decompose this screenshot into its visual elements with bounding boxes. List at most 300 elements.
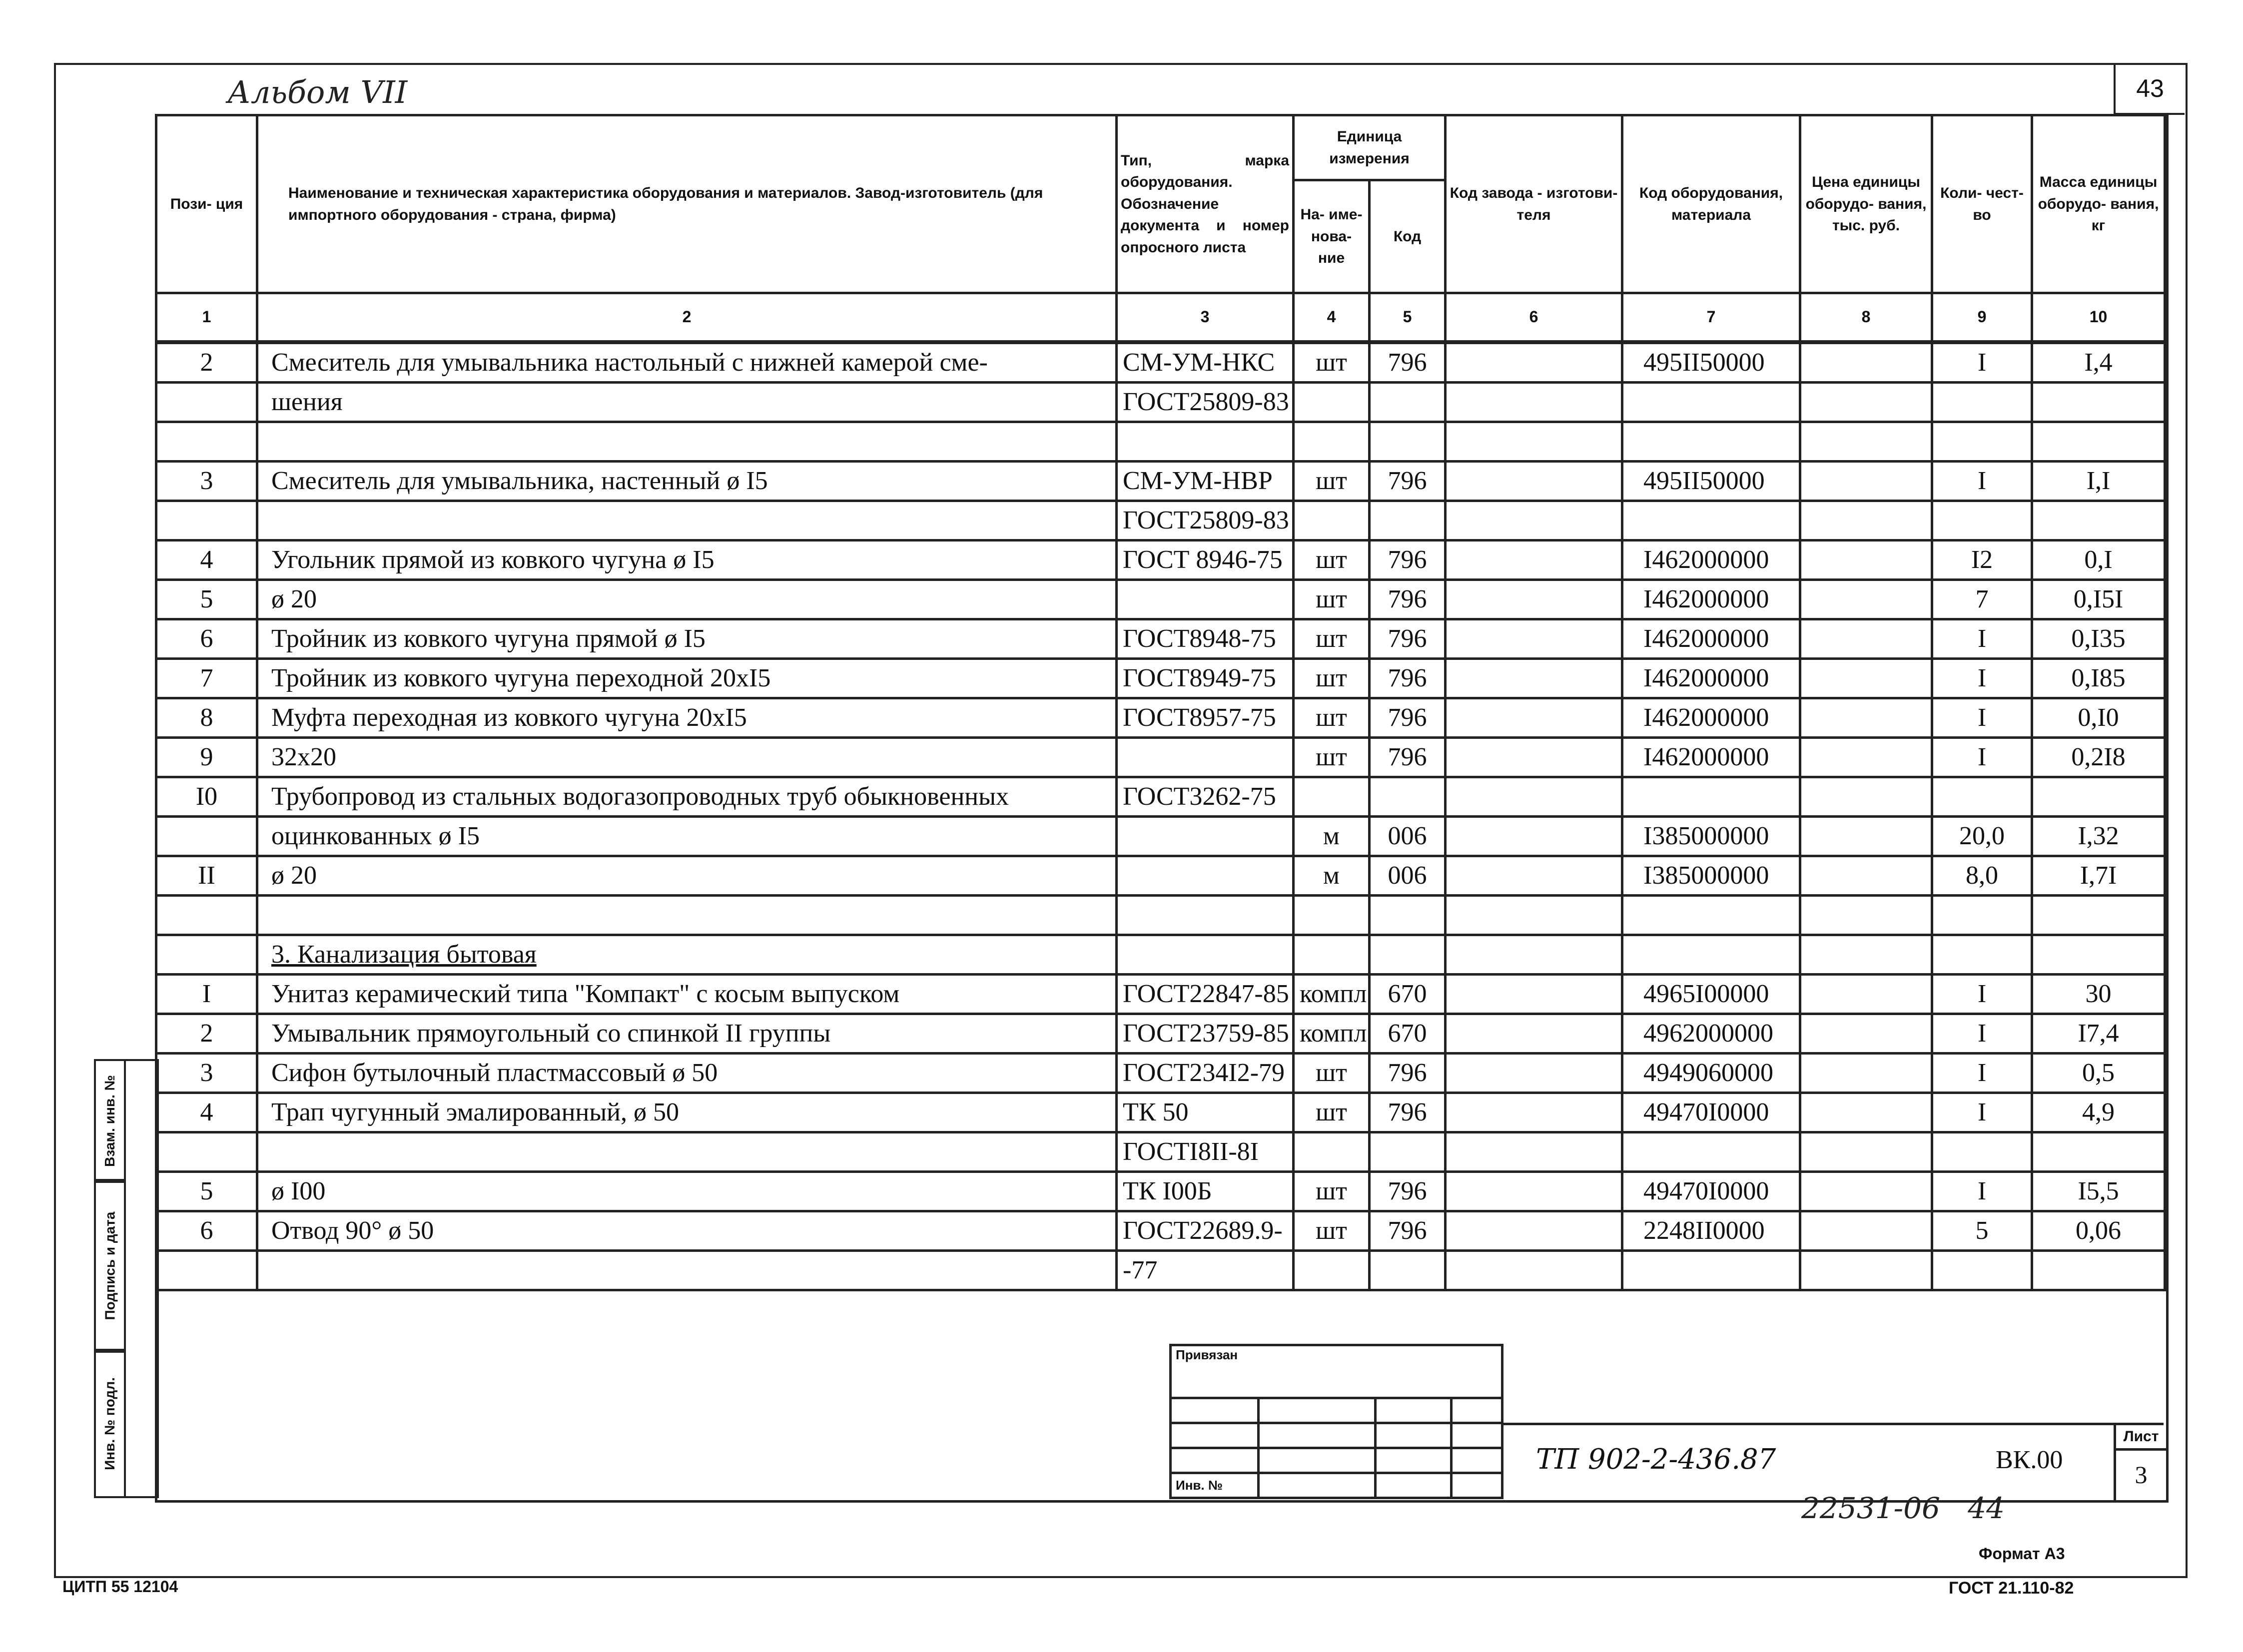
row-type: ГОСТ25809-83 (1117, 501, 1294, 541)
row-factory (1446, 935, 1622, 975)
row-unit: шт (1294, 619, 1370, 659)
row-pos: II (156, 856, 257, 896)
col-header-unit-group: Единица измерения (1294, 115, 1446, 180)
row-price (1800, 1172, 1932, 1211)
page-number: 43 (2136, 74, 2164, 102)
row-qty: I (1932, 1172, 2032, 1211)
row-price (1800, 935, 1932, 975)
col-header-code: Код оборудования, материала (1622, 115, 1800, 293)
row-price (1800, 1054, 1932, 1093)
row-type: -77 (1117, 1251, 1294, 1290)
row-mass: 0,I5I (2032, 580, 2165, 619)
table-row (156, 1251, 2165, 1290)
row-mass: I,4 (2032, 342, 2165, 383)
row-name: оцинкованных ø I5 (257, 817, 1117, 856)
row-type: ТК I00Б (1117, 1172, 1294, 1211)
row-unit: шт (1294, 659, 1370, 698)
row-qty (1932, 777, 2032, 817)
row-unit-code: 796 (1370, 541, 1446, 580)
row-code: 495II50000 (1622, 342, 1800, 383)
side-cell-replace-inv (94, 1059, 126, 1183)
row-type: СМ-УМ-НВР (1117, 462, 1294, 501)
row-price (1800, 698, 1932, 738)
row-pos: 4 (156, 1093, 257, 1132)
row-code: 49470I0000 (1622, 1093, 1800, 1132)
row-factory (1446, 856, 1622, 896)
column-numbers-row (156, 293, 2165, 343)
row-name: ø I00 (257, 1172, 1117, 1211)
row-unit: шт (1294, 580, 1370, 619)
row-pos: 7 (156, 659, 257, 698)
row-pos (156, 501, 257, 541)
handwritten-number: 22531-06 44 (1801, 1491, 2005, 1525)
row-unit: шт (1294, 1211, 1370, 1251)
row-pos (156, 935, 257, 975)
row-type: СМ-УМ-НКС (1117, 342, 1294, 383)
table-row (156, 541, 2165, 580)
row-factory (1446, 383, 1622, 422)
row-name: Смеситель для умывальника, настенный ø I5 (257, 462, 1117, 501)
row-unit-code: 796 (1370, 698, 1446, 738)
table-row (156, 1054, 2165, 1093)
row-name (257, 896, 1117, 935)
row-name: Тройник из ковкого чугуна прямой ø I5 (257, 619, 1117, 659)
row-unit: шт (1294, 1093, 1370, 1132)
row-pos: 6 (156, 619, 257, 659)
row-name: Отвод 90° ø 50 (257, 1211, 1117, 1251)
row-pos (156, 1132, 257, 1172)
row-factory (1446, 1172, 1622, 1211)
standard-label: ГОСТ 21.110-82 (1949, 1579, 2074, 1598)
row-unit: м (1294, 817, 1370, 856)
row-type: ГОСТ234I2-79 (1117, 1054, 1294, 1093)
binding-stamp (1169, 1344, 1503, 1499)
row-pos (156, 896, 257, 935)
col-header-factory: Код завода - изготови- теля (1446, 115, 1622, 293)
row-pos: 2 (156, 342, 257, 383)
row-pos (156, 422, 257, 462)
row-code (1622, 1132, 1800, 1172)
row-unit (1294, 896, 1370, 935)
row-unit (1294, 422, 1370, 462)
row-unit-code: 796 (1370, 1211, 1446, 1251)
row-code: I462000000 (1622, 738, 1800, 777)
row-code (1622, 896, 1800, 935)
table-row (156, 619, 2165, 659)
table-row (156, 1172, 2165, 1211)
row-mass (2032, 935, 2165, 975)
row-price (1800, 1132, 1932, 1172)
row-qty: 20,0 (1932, 817, 2032, 856)
sheet-number: 3 (2135, 1461, 2148, 1489)
row-code: I462000000 (1622, 698, 1800, 738)
row-unit-code (1370, 383, 1446, 422)
table-body (156, 342, 2165, 1290)
row-qty (1932, 1251, 2032, 1290)
row-type (1117, 935, 1294, 975)
side-cell-inv-original (94, 1349, 126, 1498)
row-pos: 4 (156, 541, 257, 580)
row-mass: 0,2I8 (2032, 738, 2165, 777)
column-number: 9 (1932, 293, 2032, 343)
row-factory (1446, 698, 1622, 738)
column-number: 8 (1800, 293, 1932, 343)
table-row (156, 462, 2165, 501)
row-pos: I (156, 975, 257, 1014)
stamp-privyazan: Привязан (1171, 1345, 1502, 1398)
row-unit (1294, 1251, 1370, 1290)
row-name: Сифон бутылочный пластмассовый ø 50 (257, 1054, 1117, 1093)
row-mass: 0,I (2032, 541, 2165, 580)
row-qty (1932, 935, 2032, 975)
table-row (156, 383, 2165, 422)
row-unit-code: 796 (1370, 1172, 1446, 1211)
row-factory (1446, 777, 1622, 817)
row-price (1800, 422, 1932, 462)
row-unit-code: 796 (1370, 462, 1446, 501)
sheet-box (2114, 1425, 2166, 1500)
row-unit-code (1370, 422, 1446, 462)
row-unit-code (1370, 777, 1446, 817)
row-name (257, 1132, 1117, 1172)
row-price (1800, 777, 1932, 817)
row-code (1622, 935, 1800, 975)
row-pos: 3 (156, 1054, 257, 1093)
row-factory (1446, 817, 1622, 856)
row-name: Умывальник прямоугольный со спинкой II группы (257, 1014, 1117, 1054)
row-qty (1932, 501, 2032, 541)
row-factory (1446, 896, 1622, 935)
page-number-box (2114, 64, 2185, 115)
row-qty: 5 (1932, 1211, 2032, 1251)
row-price (1800, 659, 1932, 698)
col-header-type: Тип, марка оборудования. Обозначение документа и номер опросного листа (1117, 115, 1294, 293)
row-unit-code: 796 (1370, 1054, 1446, 1093)
column-number: 6 (1446, 293, 1622, 343)
row-type: ГОСТI8II-8I (1117, 1132, 1294, 1172)
row-code (1622, 422, 1800, 462)
row-qty (1932, 422, 2032, 462)
row-code: 4965I00000 (1622, 975, 1800, 1014)
row-mass: 4,9 (2032, 1093, 2165, 1132)
row-unit: компл (1294, 1014, 1370, 1054)
row-factory (1446, 1251, 1622, 1290)
row-code: I385000000 (1622, 856, 1800, 896)
row-mass: I7,4 (2032, 1014, 2165, 1054)
row-unit-code: 006 (1370, 817, 1446, 856)
row-code (1622, 777, 1800, 817)
row-name: Унитаз керамический типа "Компакт" с косым выпуском (257, 975, 1117, 1014)
row-mass (2032, 501, 2165, 541)
row-unit-code (1370, 1251, 1446, 1290)
row-type: ГОСТ8957-75 (1117, 698, 1294, 738)
row-qty: I2 (1932, 541, 2032, 580)
column-number: 3 (1117, 293, 1294, 343)
row-price (1800, 541, 1932, 580)
side-cell-signature (94, 1179, 126, 1353)
row-unit-code (1370, 1132, 1446, 1172)
row-price (1800, 896, 1932, 935)
row-factory (1446, 1211, 1622, 1251)
row-name: Трап чугунный эмалированный, ø 50 (257, 1093, 1117, 1132)
row-unit (1294, 935, 1370, 975)
row-type: ГОСТ3262-75 (1117, 777, 1294, 817)
format-label: Формат А3 (1979, 1545, 2065, 1563)
doc-mark: ВК.00 (1996, 1446, 2063, 1474)
row-code (1622, 501, 1800, 541)
row-price (1800, 580, 1932, 619)
row-qty: I (1932, 1093, 2032, 1132)
row-unit: м (1294, 856, 1370, 896)
row-price (1800, 1211, 1932, 1251)
row-unit (1294, 383, 1370, 422)
row-name: 32х20 (257, 738, 1117, 777)
row-mass: 0,I0 (2032, 698, 2165, 738)
row-type (1117, 856, 1294, 896)
row-unit: шт (1294, 1172, 1370, 1211)
stamp-inv-no: Инв. № (1171, 1473, 1259, 1498)
table-row (156, 738, 2165, 777)
column-number: 5 (1370, 293, 1446, 343)
row-code: 49470I0000 (1622, 1172, 1800, 1211)
table-row (156, 777, 2165, 817)
row-name: Угольник прямой из ковкого чугуна ø I5 (257, 541, 1117, 580)
col-header-price: Цена единицы оборудо- вания, тыс. руб. (1800, 115, 1932, 293)
row-name: Муфта переходная из ковкого чугуна 20хI5 (257, 698, 1117, 738)
row-name (257, 501, 1117, 541)
row-unit-code: 796 (1370, 342, 1446, 383)
row-qty: 7 (1932, 580, 2032, 619)
col-header-qty: Коли- чест- во (1932, 115, 2032, 293)
row-name: Трубопровод из стальных водогазопроводных труб обыкновенных (257, 777, 1117, 817)
column-number: 7 (1622, 293, 1800, 343)
row-unit-code: 796 (1370, 619, 1446, 659)
row-price (1800, 342, 1932, 383)
album-label: Альбом VII (227, 74, 408, 110)
table-row (156, 1211, 2165, 1251)
row-type (1117, 896, 1294, 935)
table-row (156, 501, 2165, 541)
row-unit: шт (1294, 1054, 1370, 1093)
col-header-mass: Масса единицы оборудо- вания, кг (2032, 115, 2165, 293)
row-unit (1294, 501, 1370, 541)
row-mass: 0,5 (2032, 1054, 2165, 1093)
row-name (257, 422, 1117, 462)
row-mass: 30 (2032, 975, 2165, 1014)
row-name: ø 20 (257, 856, 1117, 896)
row-qty (1932, 1132, 2032, 1172)
row-unit-code: 796 (1370, 738, 1446, 777)
row-code (1622, 1251, 1800, 1290)
row-mass: 0,I35 (2032, 619, 2165, 659)
row-type (1117, 422, 1294, 462)
row-pos: I0 (156, 777, 257, 817)
row-pos: 2 (156, 1014, 257, 1054)
row-type: ГОСТ8948-75 (1117, 619, 1294, 659)
row-code: 4962000000 (1622, 1014, 1800, 1054)
table-row (156, 935, 2165, 975)
row-type (1117, 580, 1294, 619)
row-price (1800, 738, 1932, 777)
row-qty: I (1932, 975, 2032, 1014)
row-type: ГОСТ22847-85 (1117, 975, 1294, 1014)
row-unit: компл (1294, 975, 1370, 1014)
row-factory (1446, 738, 1622, 777)
row-pos: 3 (156, 462, 257, 501)
row-name: ø 20 (257, 580, 1117, 619)
col-header-pos: Пози- ция (156, 115, 257, 293)
table-row (156, 698, 2165, 738)
row-qty: I (1932, 462, 2032, 501)
table-row (156, 342, 2165, 383)
row-qty: I (1932, 738, 2032, 777)
row-factory (1446, 619, 1622, 659)
row-mass: 0,I85 (2032, 659, 2165, 698)
row-pos: 5 (156, 580, 257, 619)
row-price (1800, 1251, 1932, 1290)
row-code: I462000000 (1622, 541, 1800, 580)
column-number: 4 (1294, 293, 1370, 343)
row-pos (156, 383, 257, 422)
row-factory (1446, 1014, 1622, 1054)
row-factory (1446, 975, 1622, 1014)
row-price (1800, 856, 1932, 896)
row-price (1800, 619, 1932, 659)
table-row (156, 975, 2165, 1014)
side-column-rule (124, 1059, 159, 1498)
row-code: I462000000 (1622, 619, 1800, 659)
table-row (156, 856, 2165, 896)
row-unit: шт (1294, 738, 1370, 777)
row-unit: шт (1294, 541, 1370, 580)
row-type (1117, 738, 1294, 777)
row-name (257, 1251, 1117, 1290)
row-price (1800, 1014, 1932, 1054)
row-unit-code: 796 (1370, 580, 1446, 619)
row-pos (156, 817, 257, 856)
row-price (1800, 1093, 1932, 1132)
col-header-unit-name: На- име- нова- ние (1294, 180, 1370, 293)
row-type: ТК 50 (1117, 1093, 1294, 1132)
row-type: ГОСТ 8946-75 (1117, 541, 1294, 580)
row-unit: шт (1294, 342, 1370, 383)
row-unit-code (1370, 896, 1446, 935)
row-mass (2032, 777, 2165, 817)
row-price (1800, 462, 1932, 501)
row-qty: I (1932, 342, 2032, 383)
row-mass (2032, 1251, 2165, 1290)
table-row (156, 1014, 2165, 1054)
row-code: I385000000 (1622, 817, 1800, 856)
row-type: ГОСТ8949-75 (1117, 659, 1294, 698)
row-code: 495II50000 (1622, 462, 1800, 501)
table-row (156, 817, 2165, 856)
row-factory (1446, 422, 1622, 462)
row-qty: I (1932, 1014, 2032, 1054)
side-label-signature: Подпись и дата (102, 1211, 118, 1320)
row-unit-code: 796 (1370, 659, 1446, 698)
column-number: 1 (156, 293, 257, 343)
row-name: шения (257, 383, 1117, 422)
table-row (156, 422, 2165, 462)
side-label-inv-original: Инв. № подл. (102, 1377, 118, 1470)
row-code: I462000000 (1622, 659, 1800, 698)
row-factory (1446, 659, 1622, 698)
column-number: 2 (257, 293, 1117, 343)
row-name: Смеситель для умывальника настольный с нижней камерой сме- (257, 342, 1117, 383)
row-code (1622, 383, 1800, 422)
row-type (1117, 817, 1294, 856)
row-mass: I5,5 (2032, 1172, 2165, 1211)
row-price (1800, 501, 1932, 541)
row-qty (1932, 383, 2032, 422)
row-mass (2032, 1132, 2165, 1172)
row-unit-code (1370, 935, 1446, 975)
row-pos: 9 (156, 738, 257, 777)
row-name: 3. Канализация бытовая (257, 935, 1117, 975)
row-factory (1446, 1093, 1622, 1132)
equipment-table (155, 114, 2166, 1291)
row-unit (1294, 777, 1370, 817)
table-row (156, 659, 2165, 698)
row-unit: шт (1294, 462, 1370, 501)
table-row (156, 1132, 2165, 1172)
row-factory (1446, 342, 1622, 383)
row-unit-code: 670 (1370, 975, 1446, 1014)
row-mass (2032, 896, 2165, 935)
column-number: 10 (2032, 293, 2165, 343)
row-factory (1446, 501, 1622, 541)
row-qty: I (1932, 619, 2032, 659)
row-code: 2248II0000 (1622, 1211, 1800, 1251)
row-unit-code: 006 (1370, 856, 1446, 896)
printer-label: ЦИТП 55 12104 (62, 1578, 178, 1596)
row-qty: 8,0 (1932, 856, 2032, 896)
table-row (156, 580, 2165, 619)
row-type: ГОСТ25809-83 (1117, 383, 1294, 422)
side-stamp (94, 1059, 158, 1496)
row-type: ГОСТ23759-85 (1117, 1014, 1294, 1054)
sheet-label: Лист (2116, 1425, 2166, 1451)
row-price (1800, 975, 1932, 1014)
row-mass: 0,06 (2032, 1211, 2165, 1251)
row-factory (1446, 462, 1622, 501)
side-label-replace-inv: Взам. инв. № (102, 1075, 118, 1167)
col-header-unit-code: Код (1370, 180, 1446, 293)
row-price (1800, 817, 1932, 856)
row-mass (2032, 383, 2165, 422)
row-name: Тройник из ковкого чугуна переходной 20хI5 (257, 659, 1117, 698)
row-mass (2032, 422, 2165, 462)
row-factory (1446, 580, 1622, 619)
row-mass: I,I (2032, 462, 2165, 501)
row-pos (156, 1251, 257, 1290)
row-type: ГОСТ22689.9- (1117, 1211, 1294, 1251)
row-mass: I,32 (2032, 817, 2165, 856)
row-unit (1294, 1132, 1370, 1172)
table-row (156, 1093, 2165, 1132)
row-unit: шт (1294, 698, 1370, 738)
row-factory (1446, 1132, 1622, 1172)
row-pos: 8 (156, 698, 257, 738)
row-pos: 6 (156, 1211, 257, 1251)
row-factory (1446, 1054, 1622, 1093)
row-qty: I (1932, 1054, 2032, 1093)
row-code: 4949060000 (1622, 1054, 1800, 1093)
row-pos: 5 (156, 1172, 257, 1211)
row-unit-code: 670 (1370, 1014, 1446, 1054)
row-qty: I (1932, 698, 2032, 738)
